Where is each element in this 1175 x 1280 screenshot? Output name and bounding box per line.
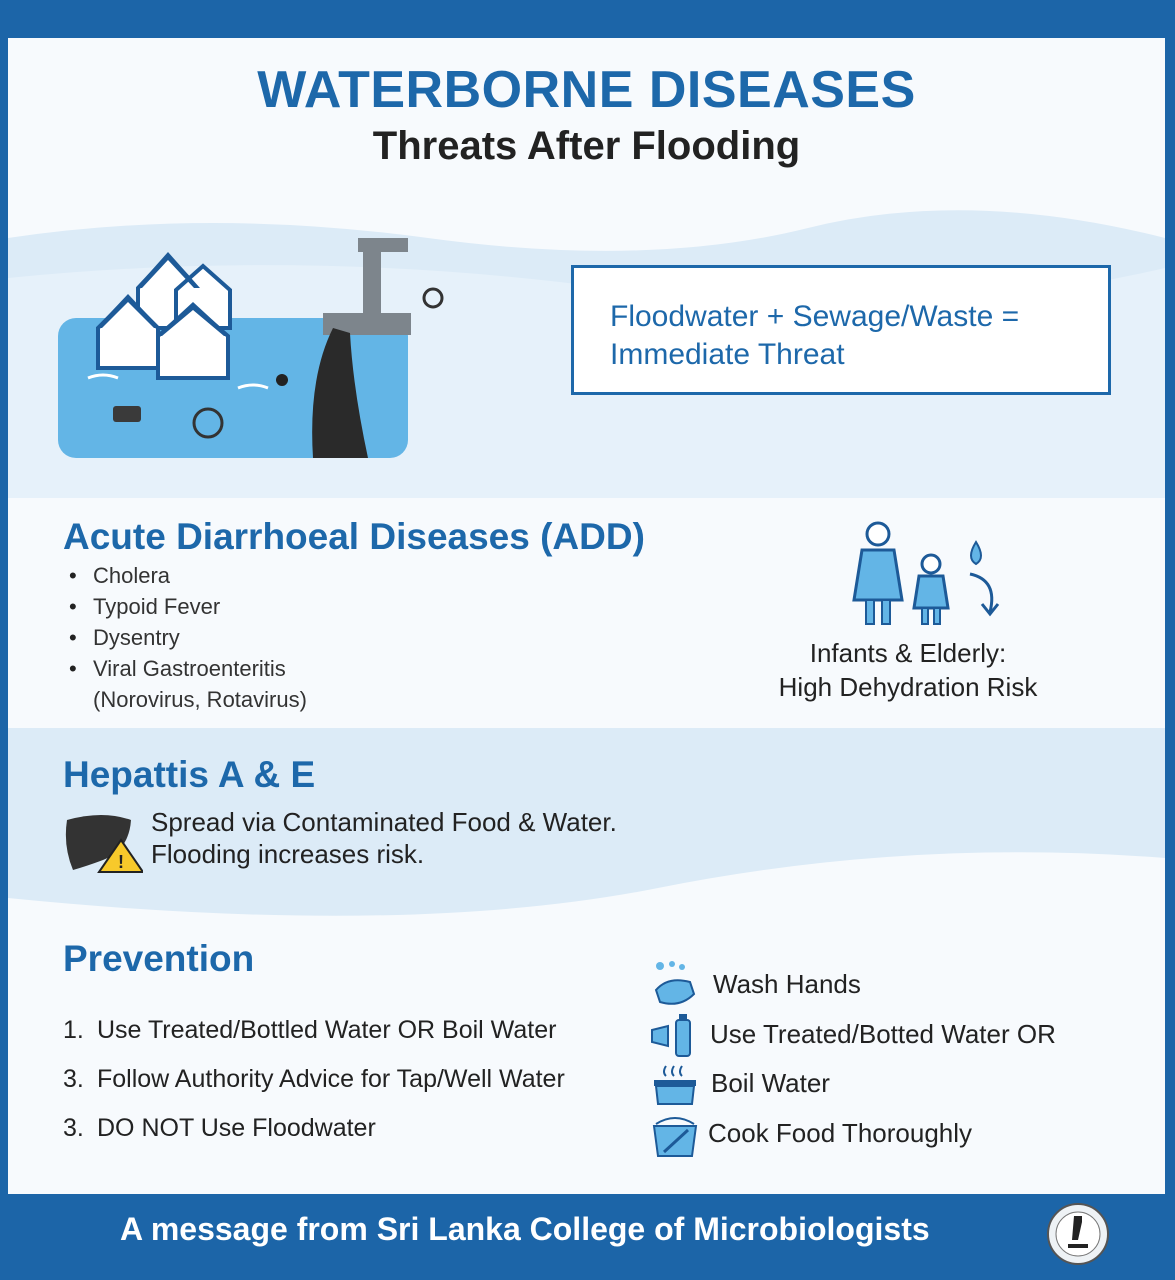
wash-hands-icon [650, 960, 700, 1010]
virus-icon [424, 289, 442, 307]
pipe-icon [363, 243, 381, 313]
step-number: 3. [63, 1114, 84, 1142]
water-drop-icon [971, 542, 981, 564]
page-title: WATERBORNE DISEASES [257, 61, 916, 119]
hepatitis-description [151, 806, 617, 870]
list-item: • Dysentry [63, 622, 307, 653]
liver-warning-icon [63, 810, 143, 874]
cooking-pot-icon [650, 1112, 700, 1158]
step-text: DO NOT Use Floodwater [97, 1114, 376, 1142]
list-item: (Norovirus, Rotavirus) [93, 687, 307, 712]
prevention-heading: Prevention [63, 938, 255, 979]
threat-line-1: Floodwater + Sewage/Waste = [610, 300, 1020, 333]
tip-boil-water: Boil Water [711, 1068, 830, 1098]
hepatitis-heading: Hepattis A & E [63, 754, 316, 795]
prevention-step [63, 1016, 556, 1045]
tip-treated-water: Use Treated/Botted Water OR [710, 1019, 1056, 1049]
risk-line-2: High Dehydration Risk [778, 672, 1038, 702]
tip-wash-hands: Wash Hands [713, 969, 861, 999]
page-subtitle: Threats After Flooding [372, 124, 801, 168]
dehydration-risk-text [753, 636, 1063, 704]
step-text: Use Treated/Bottled Water OR Boil Water [97, 1016, 557, 1044]
hepatitis-line-1: Spread via Contaminated Food & Water. [151, 807, 617, 837]
step-text: Follow Authority Advice for Tap/Well Water [97, 1065, 565, 1093]
flood-illustration [58, 228, 458, 458]
boiling-pot-icon [650, 1064, 700, 1106]
list-item: • Typoid Fever [63, 591, 307, 622]
house-icon [98, 256, 230, 378]
family-icon [848, 520, 1008, 630]
add-disease-list [63, 560, 307, 715]
tip-cook-food: Cook Food Thoroughly [708, 1118, 973, 1148]
threat-callout [571, 265, 1111, 395]
step-number: 1. [63, 1016, 84, 1044]
step-number: 3. [63, 1065, 84, 1093]
poster [8, 38, 1165, 1194]
threat-line-2: Immediate Threat [610, 338, 845, 371]
college-seal-icon [1042, 1202, 1114, 1266]
list-item: • Viral Gastroenteritis [63, 653, 307, 684]
megaphone-bottle-icon [650, 1014, 700, 1058]
add-heading: Acute Diarrhoeal Diseases (ADD) [63, 516, 645, 557]
prevention-step [63, 1065, 565, 1094]
svg-text:!: ! [118, 852, 124, 872]
footer-message: A message from Sri Lanka College of Microbiologists [120, 1211, 930, 1247]
debris-icon [113, 406, 141, 422]
list-item: • Cholera [63, 560, 307, 591]
risk-line-1: Infants & Elderly: [809, 638, 1007, 668]
hepatitis-line-2: Flooding increases risk. [151, 839, 425, 869]
footer [0, 1195, 1175, 1280]
prevention-step [63, 1114, 376, 1143]
